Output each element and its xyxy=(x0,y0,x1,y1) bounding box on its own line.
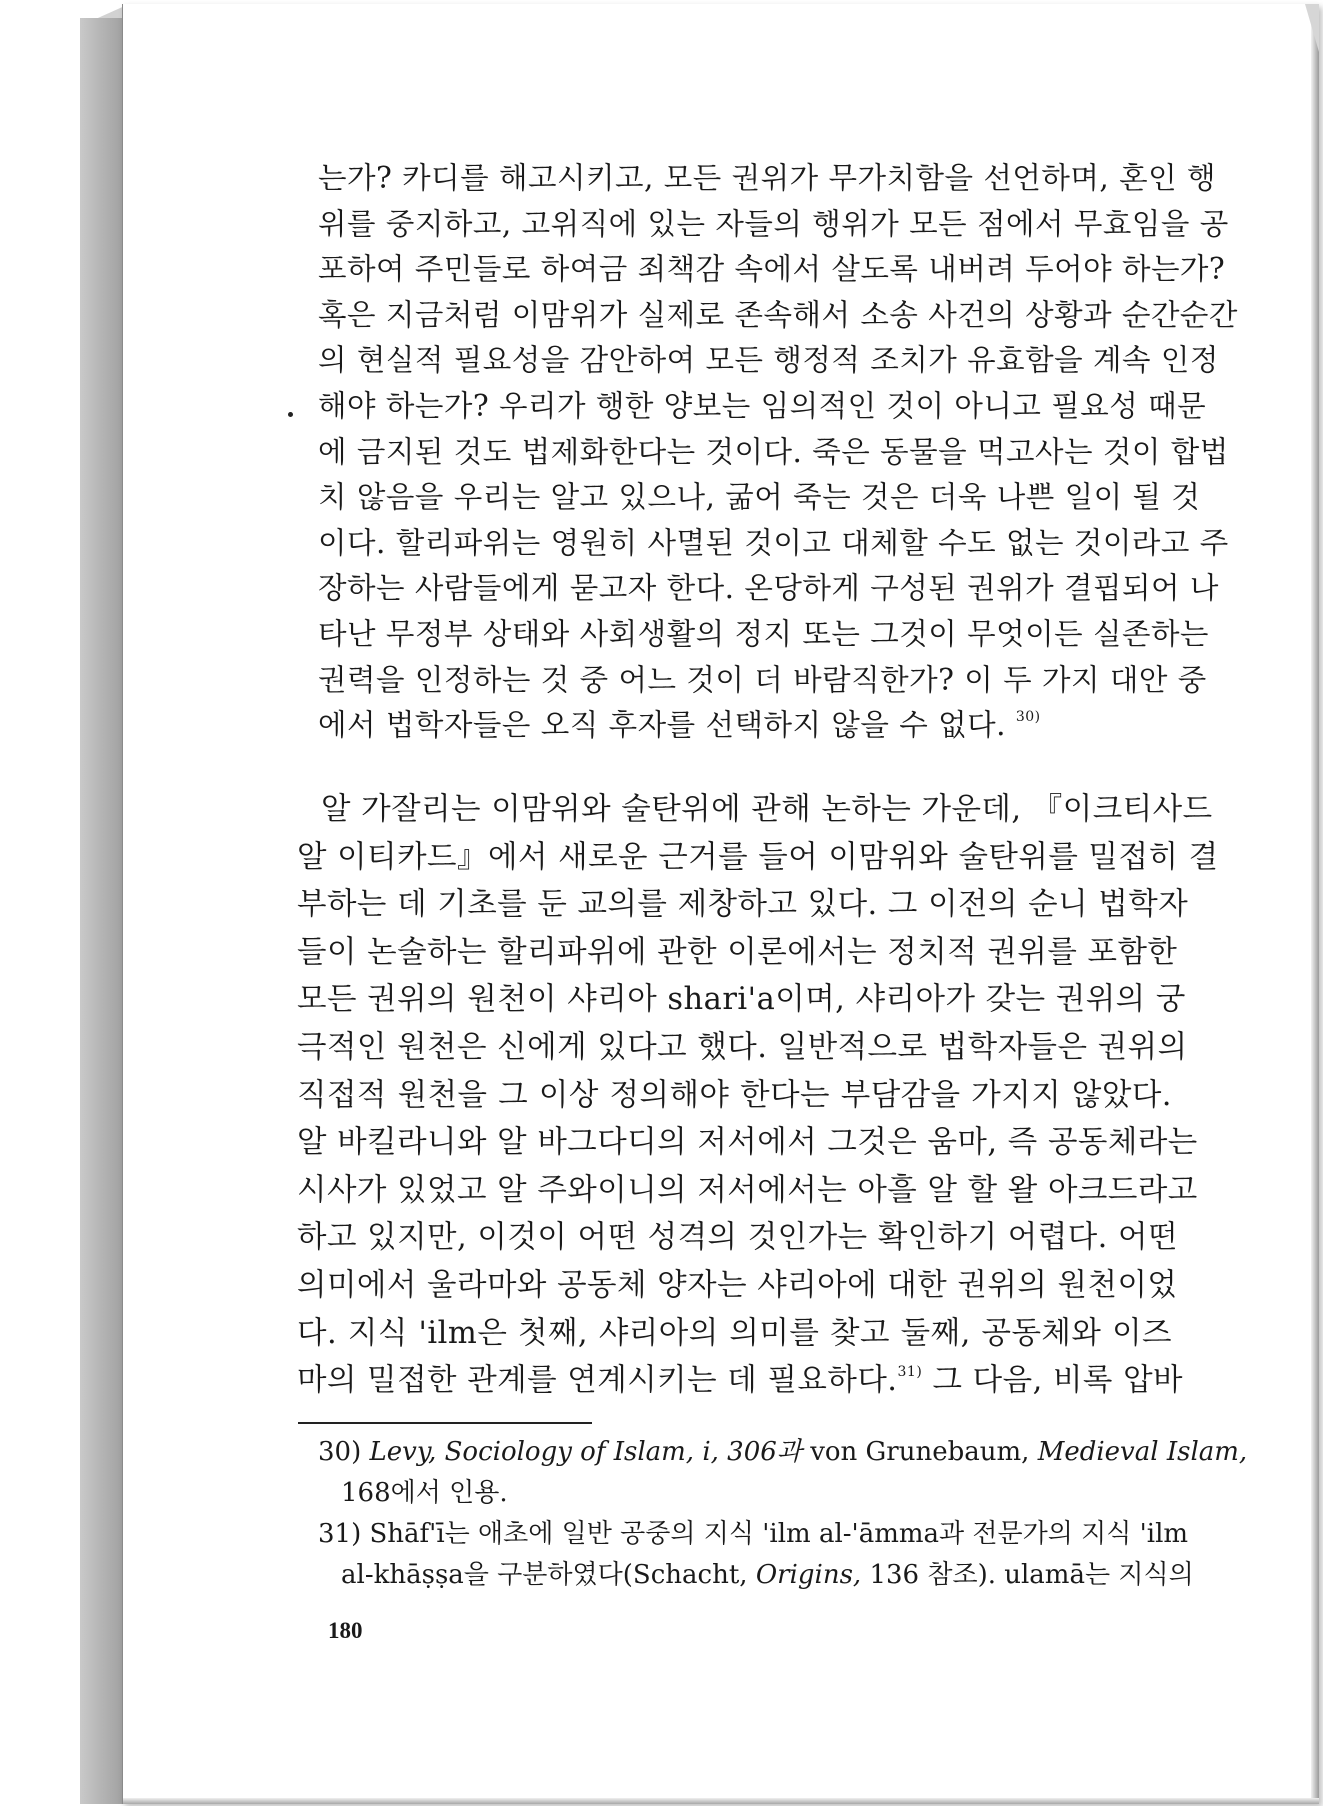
paragraph-line: 직접적 원천을 그 이상 정의해야 한다는 부담감을 가지지 않았다. xyxy=(297,1077,1172,1113)
quote-line: 의 현실적 필요성을 감안하여 모든 행정적 조치가 유효함을 계속 인정 xyxy=(318,343,1219,378)
quote-line: 치 않음을 우리는 알고 있으나, 굶어 죽는 것은 더욱 나쁜 일이 될 것 xyxy=(318,480,1201,515)
paragraph-line: 알 이티카드』에서 새로운 근거를 들어 이맘위와 술탄위를 밀접히 결 xyxy=(297,839,1219,875)
footnote-ref-30: 30) xyxy=(1015,709,1041,726)
margin-dot xyxy=(288,412,293,417)
footnote-number: 31) xyxy=(318,1519,362,1549)
footnote-row xyxy=(318,1555,1194,1596)
footnote-number: 30) xyxy=(318,1437,362,1467)
quote-line: 위를 중지하고, 고위직에 있는 자들의 행위가 모든 점에서 무효임을 공 xyxy=(318,206,1229,241)
footnote-citation: Medieval Islam, xyxy=(1037,1437,1248,1467)
footnote-ref-31: 31) xyxy=(897,1364,923,1381)
block-quote xyxy=(318,156,1238,749)
paragraph-line-text: 그 다음, 비록 압바 xyxy=(932,1363,1184,1399)
page-edge-bottom xyxy=(123,1798,1319,1804)
quote-line: 혹은 지금처럼 이맘위가 실제로 존속해서 소송 사건의 상황과 순간순간 xyxy=(318,297,1238,332)
footnote-row xyxy=(318,1514,1189,1555)
quote-line: 장하는 사람들에게 묻고자 한다. 온당하게 구성된 권위가 결핍되어 나 xyxy=(318,571,1219,606)
footnote-row xyxy=(318,1432,1248,1473)
footnote-citation: Origins, xyxy=(755,1560,862,1590)
body-paragraph xyxy=(297,786,1219,1405)
quote-line: 이다. 할리파위는 영원히 사멸된 것이고 대체할 수도 없는 것이라고 주 xyxy=(318,525,1229,560)
quote-line: 해야 하는가? 우리가 행한 양보는 임의적인 것이 아니고 필요성 때문 xyxy=(318,388,1207,423)
footnotes xyxy=(318,1432,1248,1596)
paragraph-line: 모든 권위의 원천이 샤리아 shari'a이며, 샤리아가 갖는 권위의 궁 xyxy=(297,982,1186,1018)
paragraph-line: 시사가 있었고 알 주와이니의 저서에서는 아흘 알 할 왈 아크드라고 xyxy=(297,1172,1198,1208)
paragraph-line: 의미에서 울라마와 공동체 양자는 샤리아에 대한 권위의 원천이었 xyxy=(297,1267,1178,1303)
quote-line: 권력을 인정하는 것 중 어느 것이 더 바람직한가? 이 두 가지 대안 중 xyxy=(318,662,1207,697)
footnote-citation: Levy, Sociology of Islam, i, 306과 xyxy=(369,1437,802,1467)
footnote-row: 168에서 인용. xyxy=(341,1478,508,1508)
quote-line: 는가? 카디를 해고시키고, 모든 권위가 무가치함을 선언하며, 혼인 행 xyxy=(318,161,1217,195)
page-edge-right xyxy=(1311,4,1319,1804)
footnote-text: 136 참조). ulamā는 지식의 xyxy=(869,1560,1194,1590)
footnote-text: Shāf'ī는 애초에 일반 공중의 지식 'ilm al-'āmma과 전문가의 지식 'ilm xyxy=(369,1519,1189,1549)
paragraph-line: 알 가잘리는 이맘위와 술탄위에 관해 논하는 가운데, 『이크티사드 xyxy=(321,792,1213,827)
quote-line: 에 금지된 것도 법제화한다는 것이다. 죽은 동물을 먹고사는 것이 합법 xyxy=(318,434,1229,469)
paragraph-line-text: 마의 밀접한 관계를 연계시키는 데 필요하다. xyxy=(297,1363,898,1399)
paragraph-line: 알 바킬라니와 알 바그다디의 저서에서 그것은 움마, 즉 공동체라는 xyxy=(297,1125,1198,1161)
book-spine xyxy=(80,18,126,1804)
footnote-separator xyxy=(298,1422,592,1424)
paragraph-line: 극적인 원천은 신에게 있다고 했다. 일반적으로 법학자들은 권위의 xyxy=(297,1029,1188,1065)
paragraph-line: 부하는 데 기초를 둔 교의를 제창하고 있다. 그 이전의 순니 법학자 xyxy=(297,887,1189,923)
footnote-text: von Grunebaum, xyxy=(810,1437,1030,1467)
page-number: 180 xyxy=(328,1618,363,1643)
paragraph-line: 다. 지식 'ilm은 첫째, 샤리아의 의미를 찾고 둘째, 공동체와 이즈 xyxy=(297,1315,1172,1351)
paragraph-line: 들이 논술하는 할리파위에 관한 이론에서는 정치적 권위를 포함한 xyxy=(297,934,1178,970)
footnote-text: al-khāṣṣa을 구분하였다(Schacht, xyxy=(341,1560,748,1590)
footnote-30 xyxy=(318,1432,1248,1514)
quote-line: 포하여 주민들로 하여금 죄책감 속에서 살도록 내버려 두어야 하는가? xyxy=(318,252,1226,287)
paragraph-line xyxy=(297,1357,1184,1405)
paragraph-line: 하고 있지만, 이것이 어떤 성격의 것인가는 확인하기 어렵다. 어떤 xyxy=(297,1220,1178,1256)
footnote-31 xyxy=(318,1514,1194,1596)
quote-line xyxy=(318,703,1170,749)
quote-line-text: 에서 법학자들은 오직 후자를 선택하지 않을 수 없다. xyxy=(318,708,1006,743)
quote-line: 타난 무정부 상태와 사회생활의 정지 또는 그것이 무엇이든 실존하는 xyxy=(318,616,1209,651)
